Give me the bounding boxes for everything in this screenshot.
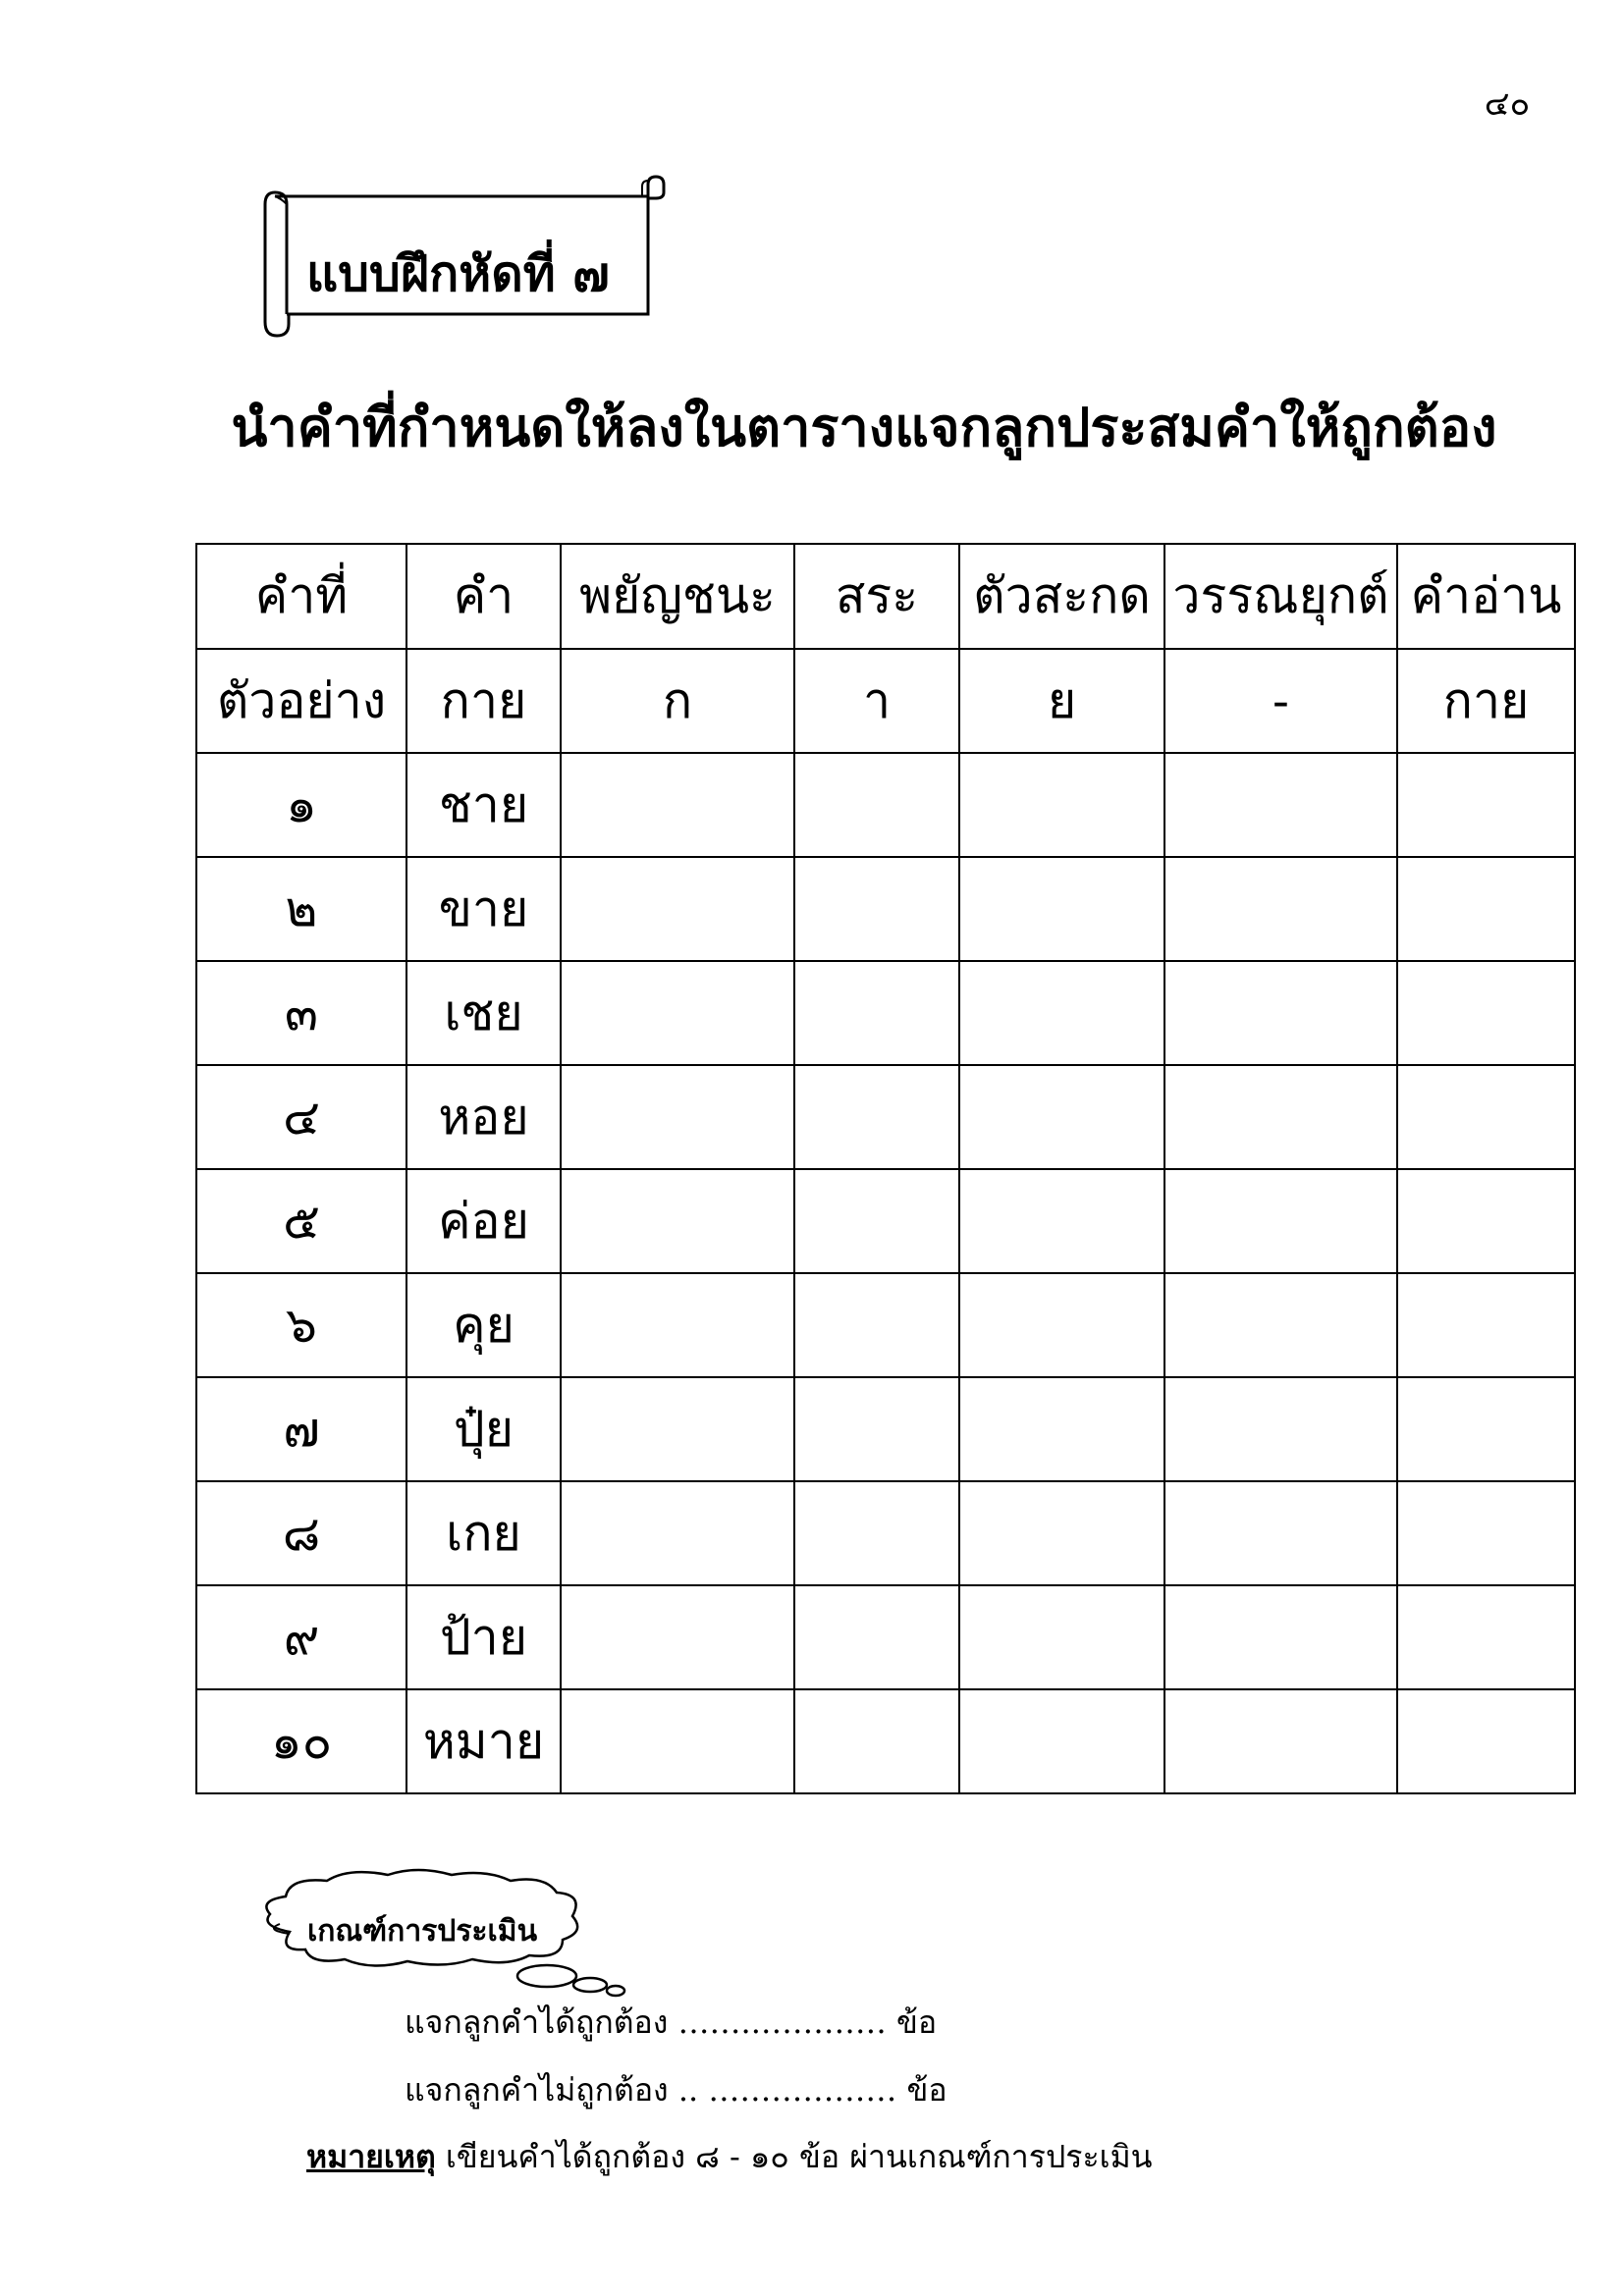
cell-item-number: ๒	[196, 857, 406, 961]
answer-cell-vowel[interactable]	[794, 1065, 959, 1169]
answer-cell-consonant[interactable]	[561, 1585, 794, 1689]
answer-cell-consonant[interactable]	[561, 1481, 794, 1585]
cell-word: เกย	[406, 1481, 561, 1585]
note-label: หมายเหตุ	[306, 2138, 436, 2175]
answer-cell-consonant[interactable]	[561, 1065, 794, 1169]
cell-item-number: ๘	[196, 1481, 406, 1585]
answer-cell-final-consonant[interactable]	[959, 753, 1164, 857]
answer-cell-final-consonant[interactable]	[959, 857, 1164, 961]
answer-cell-final-consonant[interactable]	[959, 1689, 1164, 1793]
cell-final-consonant: ย	[959, 649, 1164, 753]
cell-word: ขาย	[406, 857, 561, 961]
cell-tone-mark: -	[1164, 649, 1397, 753]
cell-word: ปุ๋ย	[406, 1377, 561, 1481]
cell-item-number: ๗	[196, 1377, 406, 1481]
answer-cell-pronunciation[interactable]	[1397, 1689, 1575, 1793]
header-tone-mark: วรรณยุกต์	[1164, 544, 1397, 649]
cell-word: หอย	[406, 1065, 561, 1169]
answer-cell-consonant[interactable]	[561, 753, 794, 857]
answer-cell-consonant[interactable]	[561, 961, 794, 1065]
answer-cell-tone-mark[interactable]	[1164, 857, 1397, 961]
cell-item-number: ๑	[196, 753, 406, 857]
word-breakdown-table	[195, 543, 1576, 1794]
answer-cell-pronunciation[interactable]	[1397, 961, 1575, 1065]
cell-word: เชย	[406, 961, 561, 1065]
page-number: ๔๐	[1484, 84, 1531, 124]
cell-item-number: ๔	[196, 1065, 406, 1169]
header-item-number: คำที่	[196, 544, 406, 649]
answer-cell-final-consonant[interactable]	[959, 961, 1164, 1065]
answer-cell-vowel[interactable]	[794, 1481, 959, 1585]
table-row	[196, 1689, 1575, 1793]
header-word: คำ	[406, 544, 561, 649]
cell-item-number: ๑๐	[196, 1689, 406, 1793]
answer-cell-pronunciation[interactable]	[1397, 1481, 1575, 1585]
answer-cell-pronunciation[interactable]	[1397, 1065, 1575, 1169]
answer-cell-vowel[interactable]	[794, 1689, 959, 1793]
answer-cell-tone-mark[interactable]	[1164, 753, 1397, 857]
header-consonant: พยัญชนะ	[561, 544, 794, 649]
answer-cell-pronunciation[interactable]	[1397, 857, 1575, 961]
cell-item-number: ๓	[196, 961, 406, 1065]
cell-word: ชาย	[406, 753, 561, 857]
answer-cell-consonant[interactable]	[561, 1689, 794, 1793]
exercise-title-banner	[257, 175, 670, 342]
answer-cell-consonant[interactable]	[561, 1377, 794, 1481]
header-pronunciation: คำอ่าน	[1397, 544, 1575, 649]
answer-cell-tone-mark[interactable]	[1164, 1065, 1397, 1169]
answer-cell-vowel[interactable]	[794, 1273, 959, 1377]
answer-cell-pronunciation[interactable]	[1397, 1169, 1575, 1273]
answer-cell-vowel[interactable]	[794, 1169, 959, 1273]
table-row-example	[196, 649, 1575, 753]
note	[306, 2132, 1153, 2182]
cell-word: ป้าย	[406, 1585, 561, 1689]
header-vowel: สระ	[794, 544, 959, 649]
cell-item-number: ๕	[196, 1169, 406, 1273]
criteria-cloud	[250, 1865, 722, 2002]
header-final-consonant: ตัวสะกด	[959, 544, 1164, 649]
answer-cell-vowel[interactable]	[794, 753, 959, 857]
answer-cell-final-consonant[interactable]	[959, 1377, 1164, 1481]
answer-cell-tone-mark[interactable]	[1164, 1585, 1397, 1689]
cell-word: ค่อย	[406, 1169, 561, 1273]
cell-word: หมาย	[406, 1689, 561, 1793]
answer-cell-consonant[interactable]	[561, 857, 794, 961]
answer-cell-final-consonant[interactable]	[959, 1481, 1164, 1585]
answer-cell-consonant[interactable]	[561, 1273, 794, 1377]
table-row	[196, 857, 1575, 961]
answer-cell-pronunciation[interactable]	[1397, 1585, 1575, 1689]
criteria-correct-line: แจกลูกคำได้ถูกต้อง ……..………… ข้อ	[405, 2003, 938, 2041]
answer-cell-pronunciation[interactable]	[1397, 1377, 1575, 1481]
table-row	[196, 1169, 1575, 1273]
exercise-title: แบบฝึกหัดที่ ๗	[306, 244, 610, 302]
answer-cell-final-consonant[interactable]	[959, 1585, 1164, 1689]
table-row	[196, 1481, 1575, 1585]
note-text: เขียนคำได้ถูกต้อง ๘ - ๑๐ ข้อ ผ่านเกณฑ์การประเมิน	[435, 2138, 1153, 2175]
answer-cell-tone-mark[interactable]	[1164, 1377, 1397, 1481]
table-header-row	[196, 544, 1575, 649]
answer-cell-tone-mark[interactable]	[1164, 1689, 1397, 1793]
answer-cell-final-consonant[interactable]	[959, 1273, 1164, 1377]
answer-cell-vowel[interactable]	[794, 857, 959, 961]
answer-cell-vowel[interactable]	[794, 1377, 959, 1481]
criteria-label: เกณฑ์การประเมิน	[307, 1914, 538, 1949]
instruction-heading: นำคำที่กำหนดให้ลงในตารางแจกลูกประสมคำให้ถูกต้อง	[231, 396, 1497, 458]
table-row	[196, 1065, 1575, 1169]
answer-cell-tone-mark[interactable]	[1164, 1273, 1397, 1377]
cell-consonant: ก	[561, 649, 794, 753]
cell-item-number: ๖	[196, 1273, 406, 1377]
table-row	[196, 1377, 1575, 1481]
table-row	[196, 753, 1575, 857]
answer-cell-pronunciation[interactable]	[1397, 1273, 1575, 1377]
answer-cell-tone-mark[interactable]	[1164, 1169, 1397, 1273]
table-row	[196, 1585, 1575, 1689]
criteria-incorrect-line: แจกลูกคำไม่ถูกต้อง .. ……………… ข้อ	[405, 2071, 947, 2109]
table-row	[196, 1273, 1575, 1377]
answer-cell-pronunciation[interactable]	[1397, 753, 1575, 857]
cell-word: กาย	[406, 649, 561, 753]
answer-cell-final-consonant[interactable]	[959, 1169, 1164, 1273]
answer-cell-vowel[interactable]	[794, 1585, 959, 1689]
cell-word: คุย	[406, 1273, 561, 1377]
cell-item-number: ๙	[196, 1585, 406, 1689]
answer-cell-vowel[interactable]	[794, 961, 959, 1065]
cell-vowel: า	[794, 649, 959, 753]
cell-pronunciation: กาย	[1397, 649, 1575, 753]
answer-cell-consonant[interactable]	[561, 1169, 794, 1273]
table-row	[196, 961, 1575, 1065]
answer-cell-tone-mark[interactable]	[1164, 1481, 1397, 1585]
answer-cell-tone-mark[interactable]	[1164, 961, 1397, 1065]
cell-item-number: ตัวอย่าง	[196, 649, 406, 753]
answer-cell-final-consonant[interactable]	[959, 1065, 1164, 1169]
